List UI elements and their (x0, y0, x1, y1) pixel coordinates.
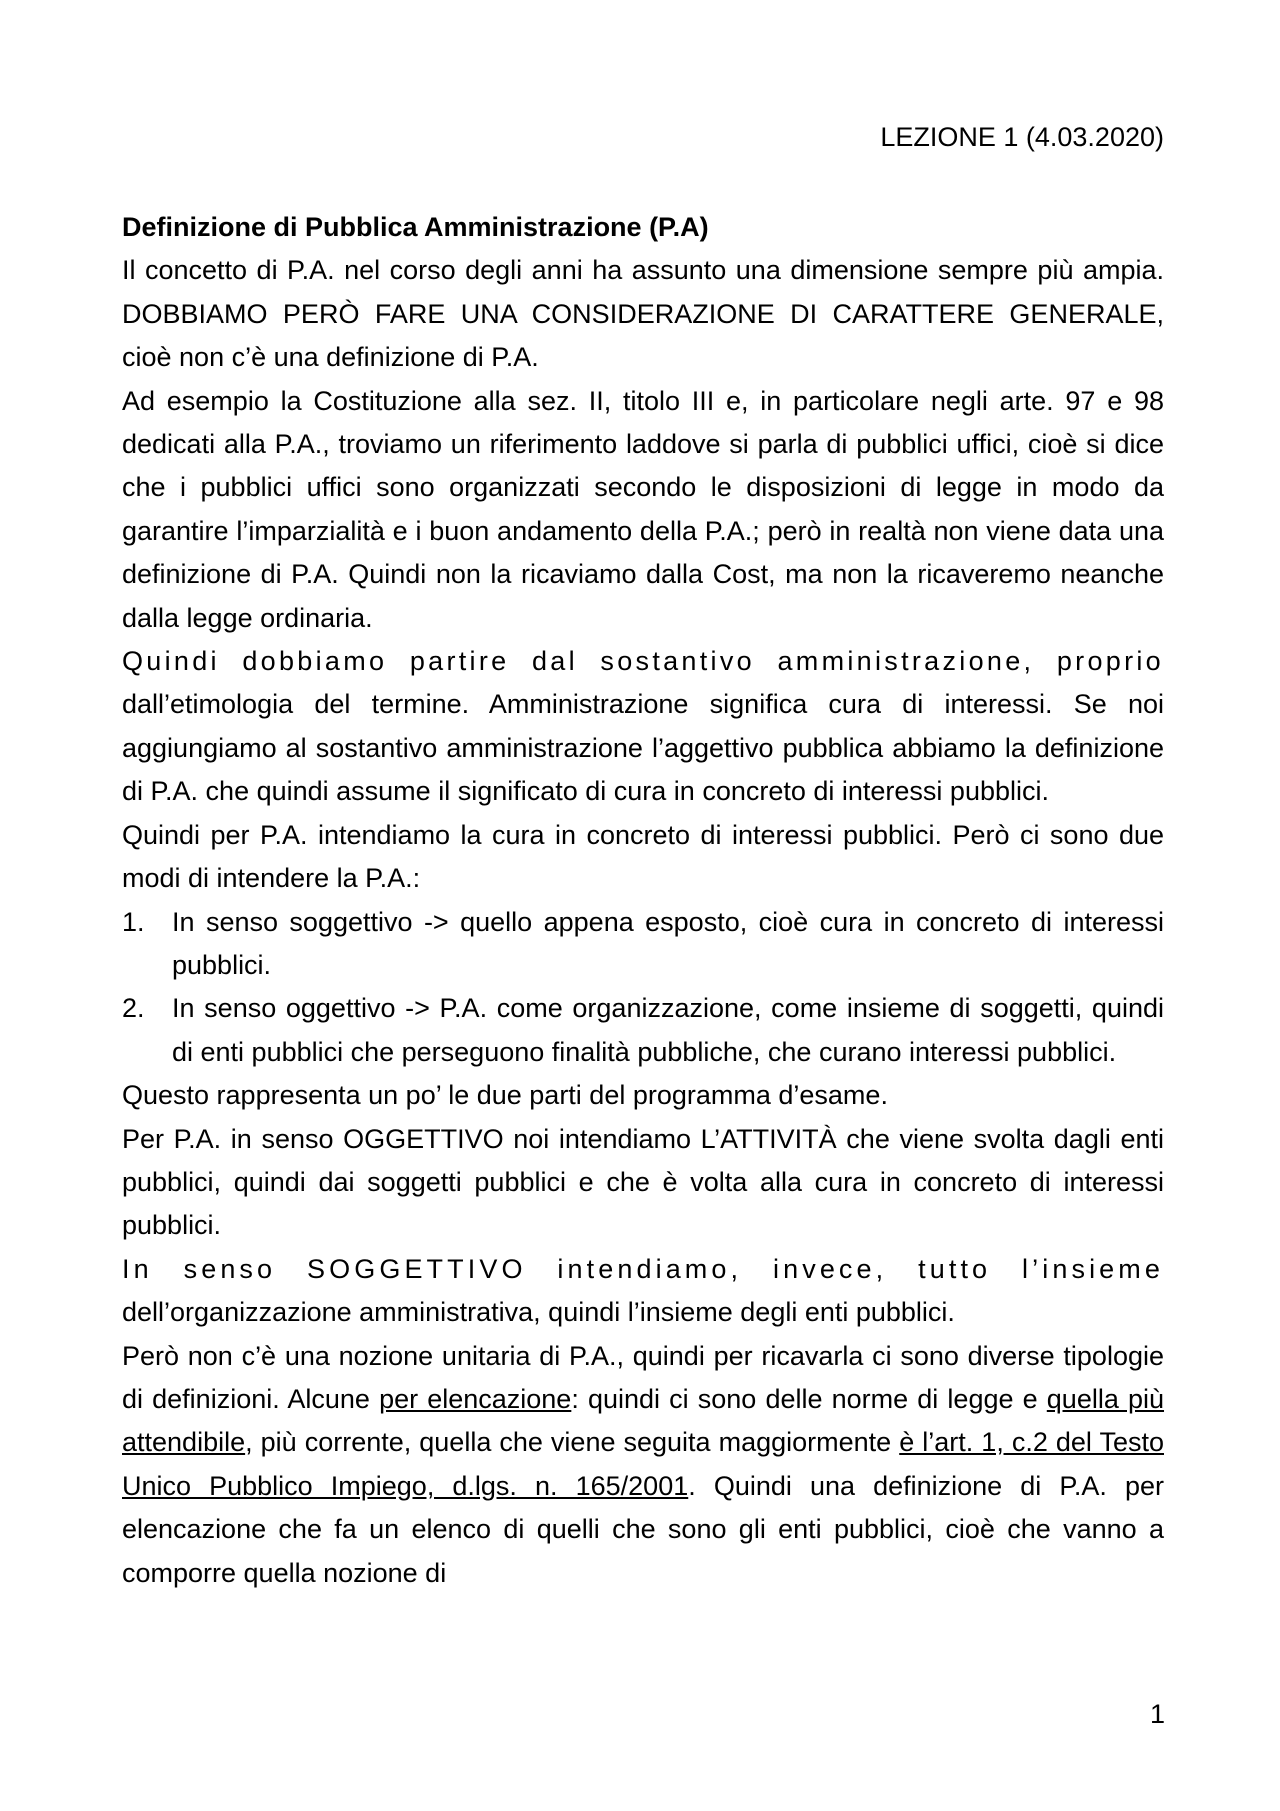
paragraph (122, 1335, 1164, 1595)
list-text: In senso soggettivo -> quello appena esposto, cioè cura in concreto di interessi pubblici. (172, 906, 1164, 980)
page-number: 1 (1149, 1699, 1165, 1729)
document-body (122, 206, 1164, 1595)
list-item (122, 987, 1164, 1074)
paragraph: Questo rappresenta un po’ le due parti del programma d’esame. (122, 1080, 888, 1111)
paragraph: Quindi per P.A. intendiamo la cura in concreto di interessi pubblici. Però ci sono due modi di intendere la P.A.: (122, 819, 1164, 894)
list-number: 2. (122, 993, 145, 1024)
numbered-list (122, 901, 1164, 1075)
section-title: Definizione di Pubblica Amministrazione (P.A) (122, 212, 709, 242)
underlined-text: per elencazione (379, 1383, 572, 1414)
paragraph: Il concetto di P.A. nel corso degli anni ha assunto una dimensione sempre più ampia. DOBBIAMO PERÒ FARE UNA CONSIDERAZIONE DI CARATTERE GENERALE, cioè non c’è una definizione di P.A. (122, 255, 1164, 373)
lesson-header: LEZIONE 1 (4.03.2020) (880, 122, 1164, 152)
paragraph-first-line: Quindi dobbiamo partire dal sostantivo amministrazione, proprio (122, 646, 1164, 677)
paragraph-first-line: In senso SOGGETTIVO intendiamo, invece, tutto l’insieme (122, 1253, 1164, 1284)
text-run: , più corrente, quella che viene seguita maggiormente (245, 1427, 900, 1458)
text-run: Però non c’è una nozione unitaria di P.A., quindi per ricavarla ci sono diverse tipologie di definizioni. Alcune (122, 1340, 1164, 1414)
list-number: 1. (122, 906, 145, 937)
paragraph-rest: dall’etimologia del termine. Amministrazione significa cura di interessi. Se noi aggiungiamo al sostantivo amministrazione l’aggettivo pubblica abbiamo la definizione di P.A. che quindi assume il significato di cura in concreto di interessi pubblici. (122, 689, 1164, 807)
paragraph-rest: dell’organizzazione amministrativa, quindi l’insieme degli enti pubblici. (122, 1297, 955, 1328)
paragraph: Per P.A. in senso OGGETTIVO noi intendiamo L’ATTIVITÀ che viene svolta dagli enti pubblici, quindi dai soggetti pubblici e che è volta alla cura in concreto di interessi pubblici. (122, 1123, 1164, 1241)
list-text: In senso oggettivo -> P.A. come organizzazione, come insieme di soggetti, quindi di enti pubblici che perseguono finalità pubbliche, che curano interessi pubblici. (172, 993, 1164, 1067)
paragraph (122, 640, 1164, 814)
underlined-text: quella più attendibile (122, 1383, 1165, 1458)
list-item (122, 901, 1164, 988)
paragraph: Ad esempio la Costituzione alla sez. II, titolo III e, in particolare negli arte. 97 e 98 dedicati alla P.A., troviamo un riferimento laddove si parla di pubblici uffici, cioè si dice che i pubblici uffici sono organizzati secondo le disposizioni di legge in modo da garantire l’imparzialità e i buon andamento della P.A.; però in realtà non viene data una definizione di P.A. Quindi non la ricaviamo dalla Cost, ma non la ricaveremo neanche dalla legge ordinaria. (122, 385, 1164, 633)
text-run: . Quindi una definizione di P.A. per elencazione che fa un elenco di quelli che sono gli enti pubblici, cioè che vanno a comporre quella nozione di (122, 1470, 1164, 1588)
paragraph (122, 1248, 1164, 1335)
text-run: : quindi ci sono delle norme di legge e (571, 1383, 1047, 1414)
underlined-text: è l’art. 1, c.2 del Testo Unico Pubblico Impiego, d.lgs. n. 165/2001 (122, 1427, 1164, 1501)
